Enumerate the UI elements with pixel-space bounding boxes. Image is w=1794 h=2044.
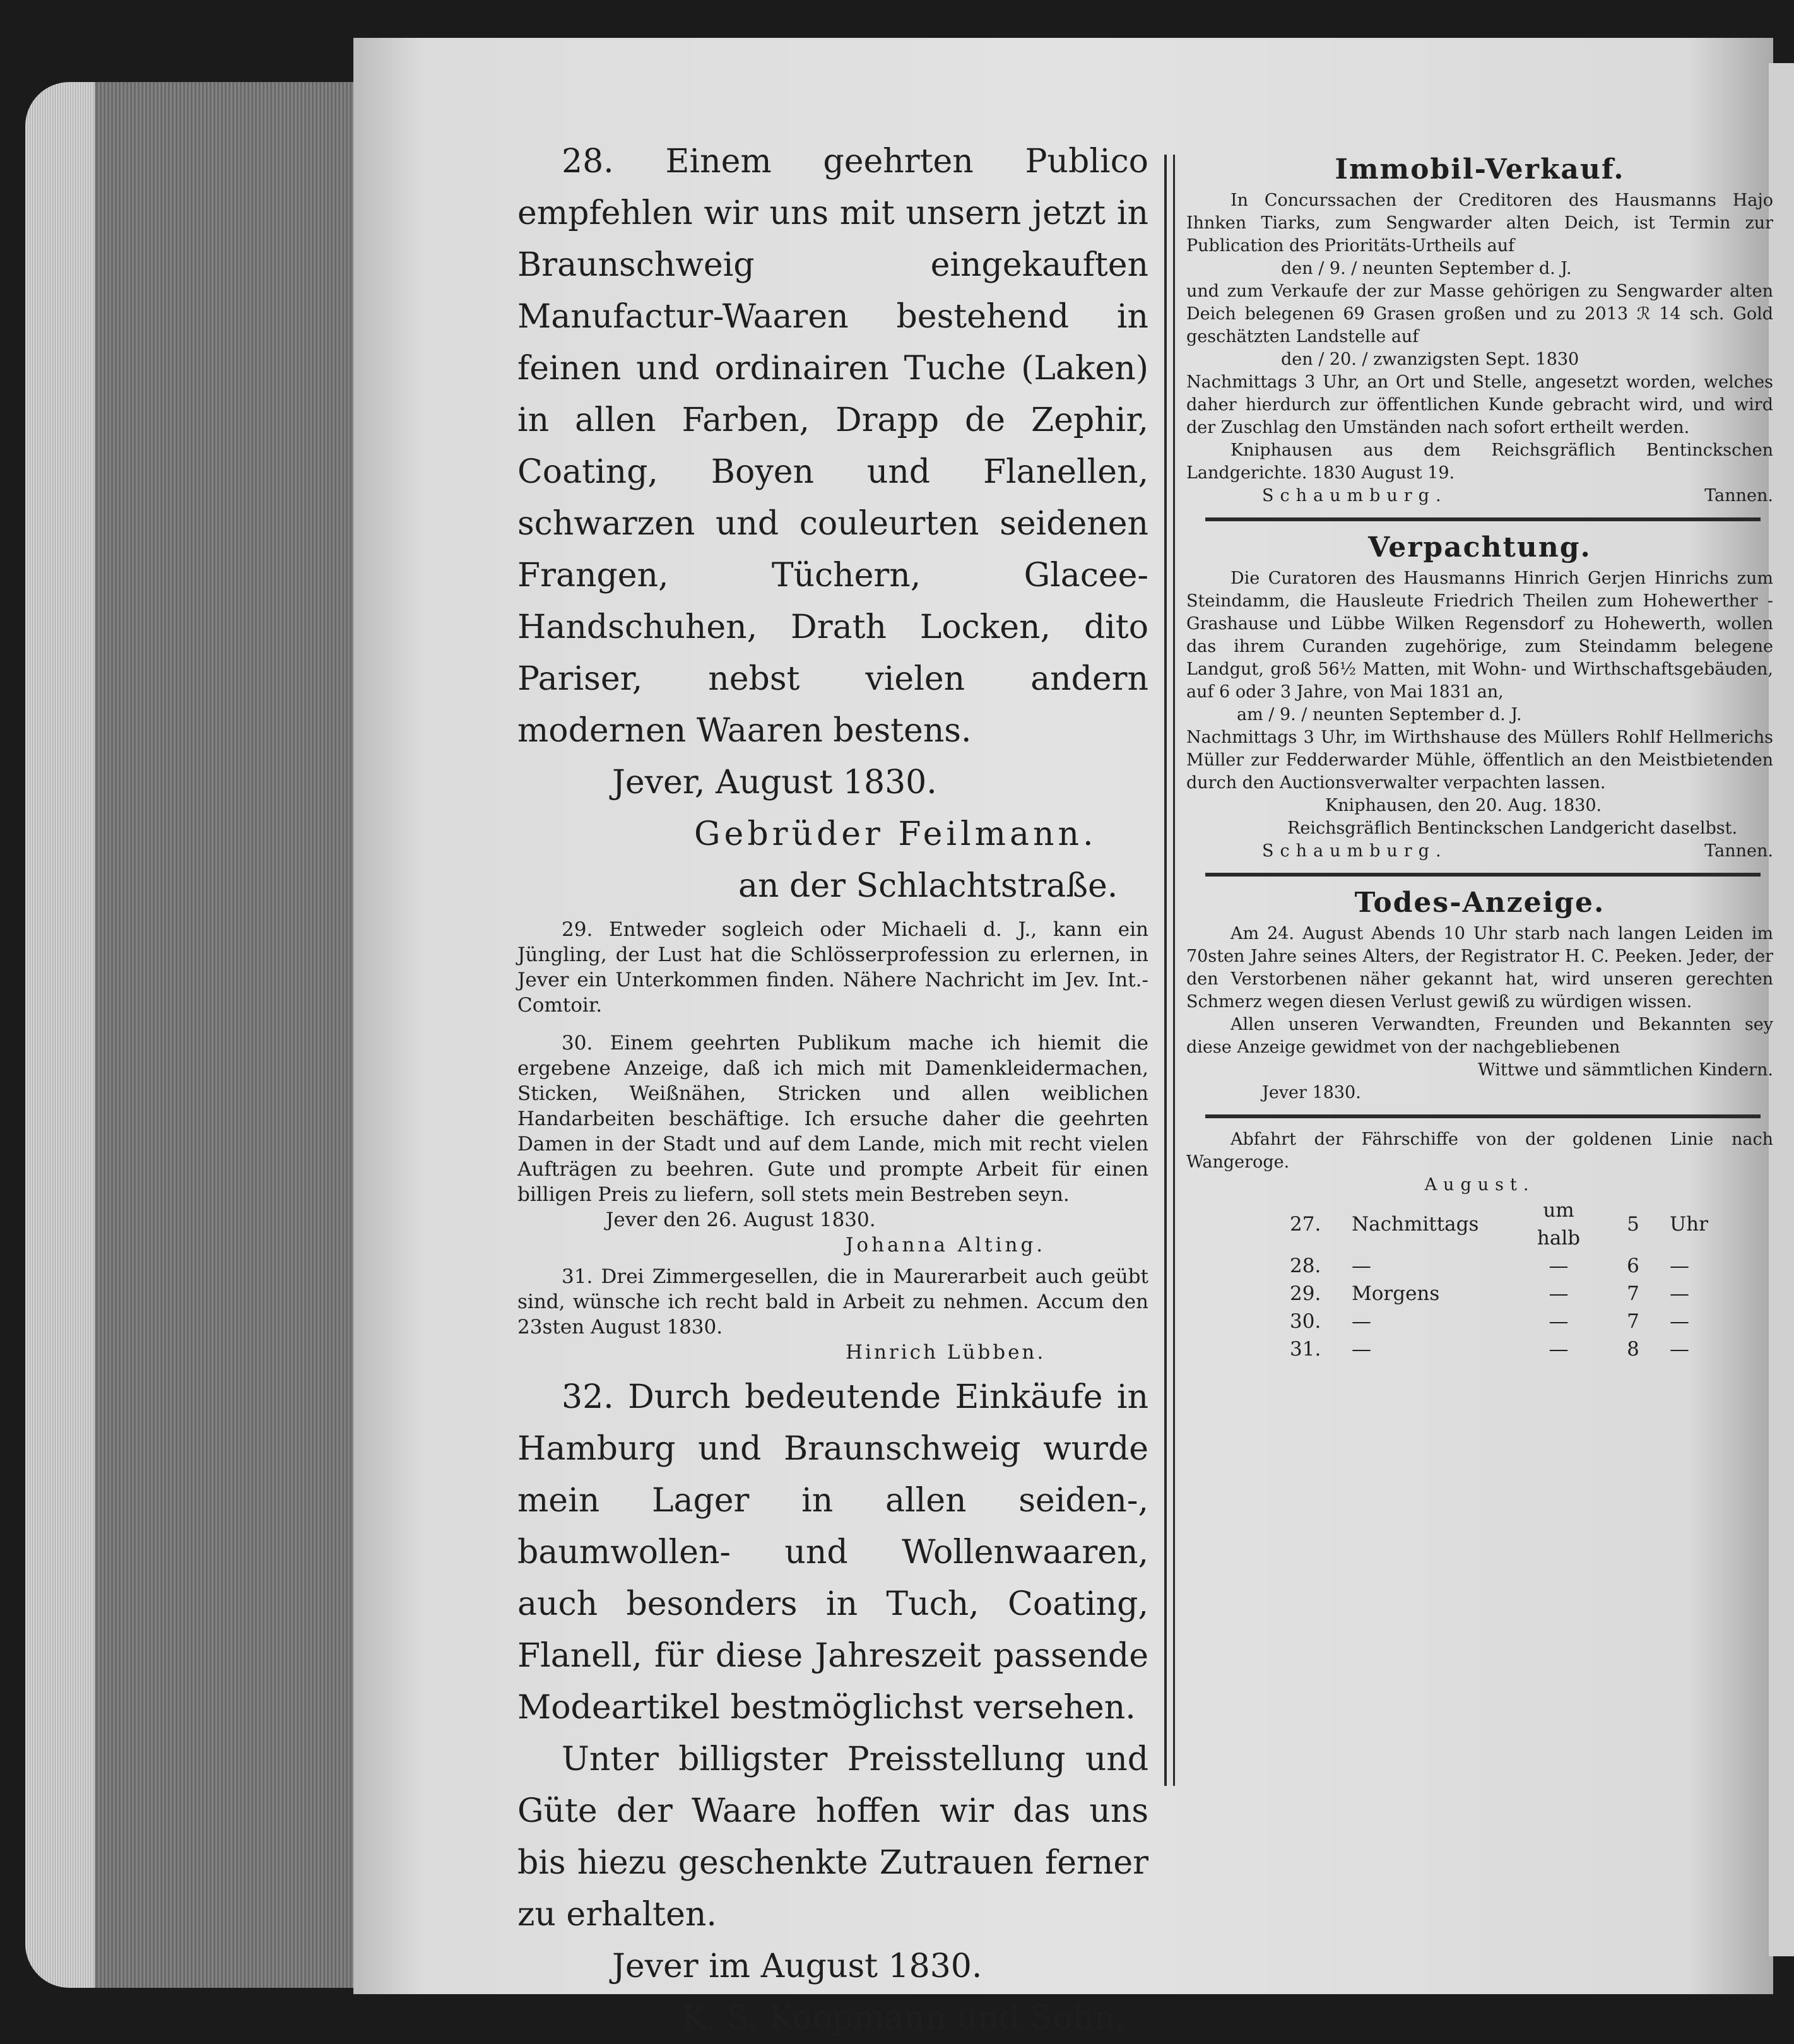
left-column: [517, 136, 1148, 2044]
ad-text: Einem geehrten Publikum mache ich hiemit die ergebene Anzeige, daß ich mich mit Damenkleidermachen, Sticken, Weißnähen, Stricken und allen weiblichen Handarbeiten beschäftige. Ich ersuche daher die geehrten Damen in der Stadt und auf dem Lande, mich mit recht vielen Aufträgen zu beehren. Gute und prompte Arbeit für einen billigen Preis zu liefern, soll stets mein Bestreben seyn.: [517, 1032, 1148, 1206]
court-line: Reichsgräflich Bentinckschen Landgericht daselbst.: [1287, 818, 1738, 838]
schedule-time: Nachmittags: [1352, 1213, 1479, 1236]
ferry-schedule-table: [1281, 1196, 1729, 1363]
schedule-row: [1281, 1308, 1729, 1335]
ad-text-2: Unter billigster Preisstellung und Güte der Waare hoffen wir das uns bis hiezu geschenkte Zutrauen ferner zu erhalten.: [517, 1740, 1148, 1934]
signatures: [1186, 485, 1773, 507]
schedule-title: Abfahrt der Fährschiffe von der goldenen Linie nach Wangeroge.: [1186, 1130, 1773, 1172]
ad-28: [517, 136, 1148, 912]
paragraph: In Concurssachen der Creditoren des Hausmanns Hajo Ihnken Tiarks, zum Sengwarder alten Deich, ist Termin zur Publication des Prioritäts-Urtheils auf: [1186, 191, 1773, 256]
schedule-hour: 8: [1627, 1338, 1639, 1361]
ad-text: Drei Zimmergesellen, die in Maurerarbeit auch geübt sind, wünsche ich recht bald in Arbeit zu nehmen.: [517, 1265, 1148, 1313]
schedule-hour: 7: [1627, 1310, 1639, 1333]
schedule-time: —: [1352, 1255, 1371, 1277]
ad-32: [517, 1371, 1148, 2044]
place-date: Jever den 26. August 1830.: [606, 1208, 876, 1231]
schedule-row: [1281, 1196, 1729, 1252]
signature-tannen: Tannen.: [1704, 841, 1773, 861]
signature-tannen: Tannen.: [1704, 486, 1773, 505]
schedule-row: [1281, 1335, 1729, 1363]
place-date: Kniphausen, den 20. Aug. 1830.: [1325, 796, 1602, 815]
place-date: Accum den 23sten August 1830.: [517, 1291, 1149, 1338]
schedule-month: August.: [1424, 1175, 1535, 1195]
paragraph: Allen unseren Verwandten, Freunden und Bekannten sey diese Anzeige gewidmet von der nachgebliebenen: [1186, 1015, 1773, 1057]
paragraph: Nachmittags 3 Uhr, an Ort und Stelle, angesetzt worden, welches daher hierdurch zur öffentlichen Kunde gebracht wird, und wird der Zuschlag den Umständen nach sofort ertheilt werden.: [1186, 372, 1773, 437]
schedule-time: Morgens: [1352, 1282, 1440, 1305]
paragraph: Am 24. August Abends 10 Uhr starb nach langen Leiden im 70sten Jahre seines Alters, der Registrator H. C. Peeken. Jeder, der den Verstorbenen näher gekannt hat, wird unseren gerechten Schmerz wegen diesen Verlust gewiß zu würdigen wissen.: [1186, 924, 1773, 1012]
schedule-unit: —: [1670, 1338, 1689, 1361]
court-line: Kniphausen aus dem Reichsgräflich Bentinckschen Landgerichte. 1830 August 19.: [1186, 440, 1773, 483]
ad-31: [517, 1264, 1148, 1365]
ad-text: Durch bedeutende Einkäufe in Hamburg und Braunschweig wurde mein Lager in allen seiden-, baumwollen- und Wollenwaaren, auch besonders in Tuch, Coating, Flanell, für diese Jahreszeit passende Modeartikel bestmöglichst versehen.: [517, 1378, 1149, 1727]
book-page-edges: [25, 82, 353, 1988]
paragraph: Die Curatoren des Hausmanns Hinrich Gerjen Hinrichs zum Steindamm, die Hausleute Friedrich Theilen zum Hohewerther - Grashause und Lübbe Wilken Regensdorf zu Hohewerth, wollen das ihrem Curanden zugehörige, zum Steindamm belegene Landgut, groß 56½ Matten, mit Wohn- und Wirthschaftsgebäuden, auf 6 oder 3 Jahre, von Mai 1831 an,: [1186, 569, 1773, 702]
date-line: den / 9. / neunten September d. J.: [1281, 259, 1572, 278]
ad-30: [517, 1031, 1148, 1258]
schedule-row: [1281, 1280, 1729, 1308]
place-date: Jever im August 1830.: [612, 1947, 983, 1985]
signature-schaumburg: Schaumburg.: [1262, 841, 1448, 861]
ad-29: [517, 917, 1148, 1018]
schedule-mark: um halb: [1537, 1199, 1581, 1249]
schedule-day: 31.: [1290, 1338, 1321, 1361]
abfahrt-faehrschiffe: [1186, 1128, 1773, 1363]
ad-number: 30.: [562, 1032, 593, 1054]
schedule-row: [1281, 1252, 1729, 1280]
paragraph: Nachmittags 3 Uhr, im Wirthshause des Müllers Rohlf Hellmerichs Müller zur Fedderwarder Mühle, öffentlich an den Meistbietenden durch den Auctionsverwalter verpachten lassen.: [1186, 728, 1773, 793]
schedule-mark: —: [1549, 1338, 1569, 1361]
place-date: Jever, August 1830.: [612, 764, 937, 801]
schedule-day: 27.: [1290, 1213, 1321, 1236]
schedule-day: 30.: [1290, 1310, 1321, 1333]
schedule-unit: Uhr: [1670, 1213, 1708, 1236]
schedule-hour: 5: [1627, 1213, 1639, 1236]
schedule-mark: —: [1549, 1310, 1569, 1333]
schedule-time: —: [1352, 1338, 1371, 1361]
paragraph: und zum Verkaufe der zur Masse gehörigen zu Sengwarder alten Deich belegenen 69 Grasen großen und zu 2013 ℛ 14 sch. Gold geschätzten Landstelle auf: [1186, 281, 1773, 346]
signer: Johanna Alting.: [846, 1234, 1046, 1256]
signer: Wittwe und sämmtlichen Kindern.: [1477, 1060, 1773, 1080]
signer: Hinrich Lübben.: [846, 1341, 1046, 1364]
schedule-day: 28.: [1290, 1255, 1321, 1277]
ad-number: 29.: [562, 918, 593, 941]
signatures: [1186, 840, 1773, 863]
schedule-unit: —: [1670, 1255, 1689, 1277]
schedule-time: —: [1352, 1310, 1371, 1333]
section-rule: [1205, 517, 1761, 521]
verpachtung: [1186, 531, 1773, 863]
place-date: Jever 1830.: [1262, 1083, 1361, 1102]
ad-number: 31.: [562, 1265, 593, 1288]
section-heading: Immobil-Verkauf.: [1335, 153, 1625, 186]
signer: Gebrüder Feilmann.: [694, 815, 1097, 853]
date-line: am / 9. / neunten September d. J.: [1237, 705, 1522, 724]
schedule-mark: —: [1549, 1282, 1569, 1305]
section-heading: Todes-Anzeige.: [1354, 887, 1605, 919]
section-heading: Verpachtung.: [1368, 531, 1591, 564]
ad-number: 32.: [562, 1378, 614, 1416]
ad-text: Einem geehrten Publico empfehlen wir uns mit unsern jetzt in Braunschweig eingekauften Manufactur-Waaren bestehend in feinen und ordinairen Tuche (Laken) in allen Farben, Drapp de Zephir, Coating, Boyen und Flanellen, schwarzen und couleurten seidenen Frangen, Tüchern, Glacee-Handschuhen, Drath Locken, dito Pariser, nebst vielen andern modernen Waaren bestens.: [517, 143, 1148, 750]
section-rule: [1205, 873, 1761, 877]
column-divider: [1164, 155, 1175, 1786]
signature-schaumburg: Schaumburg.: [1262, 486, 1448, 505]
ad-text: Entweder sogleich oder Michaeli d. J., kann ein Jüngling, der Lust hat die Schlösserprofession zu erlernen, in Jever ein Unterkommen finden. Nähere Nachricht im Jev. Int.-Comtoir.: [517, 918, 1149, 1017]
todes-anzeige: [1186, 887, 1773, 1104]
signer-location: an der Schlachtstraße.: [738, 867, 1118, 905]
section-rule: [1205, 1114, 1761, 1118]
schedule-hour: 6: [1627, 1255, 1639, 1277]
schedule-unit: —: [1670, 1310, 1689, 1333]
immobil-verkauf: [1186, 153, 1773, 507]
schedule-unit: —: [1670, 1282, 1689, 1305]
schedule-hour: 7: [1627, 1282, 1639, 1305]
ad-number: 28.: [562, 143, 614, 180]
date-line: den / 20. / zwanzigsten Sept. 1830: [1281, 350, 1579, 369]
schedule-day: 29.: [1290, 1282, 1321, 1305]
right-column: [1186, 148, 1773, 1363]
schedule-mark: —: [1549, 1255, 1569, 1277]
signer: K. S. Koopmann und Sohn.: [682, 1999, 1126, 2037]
